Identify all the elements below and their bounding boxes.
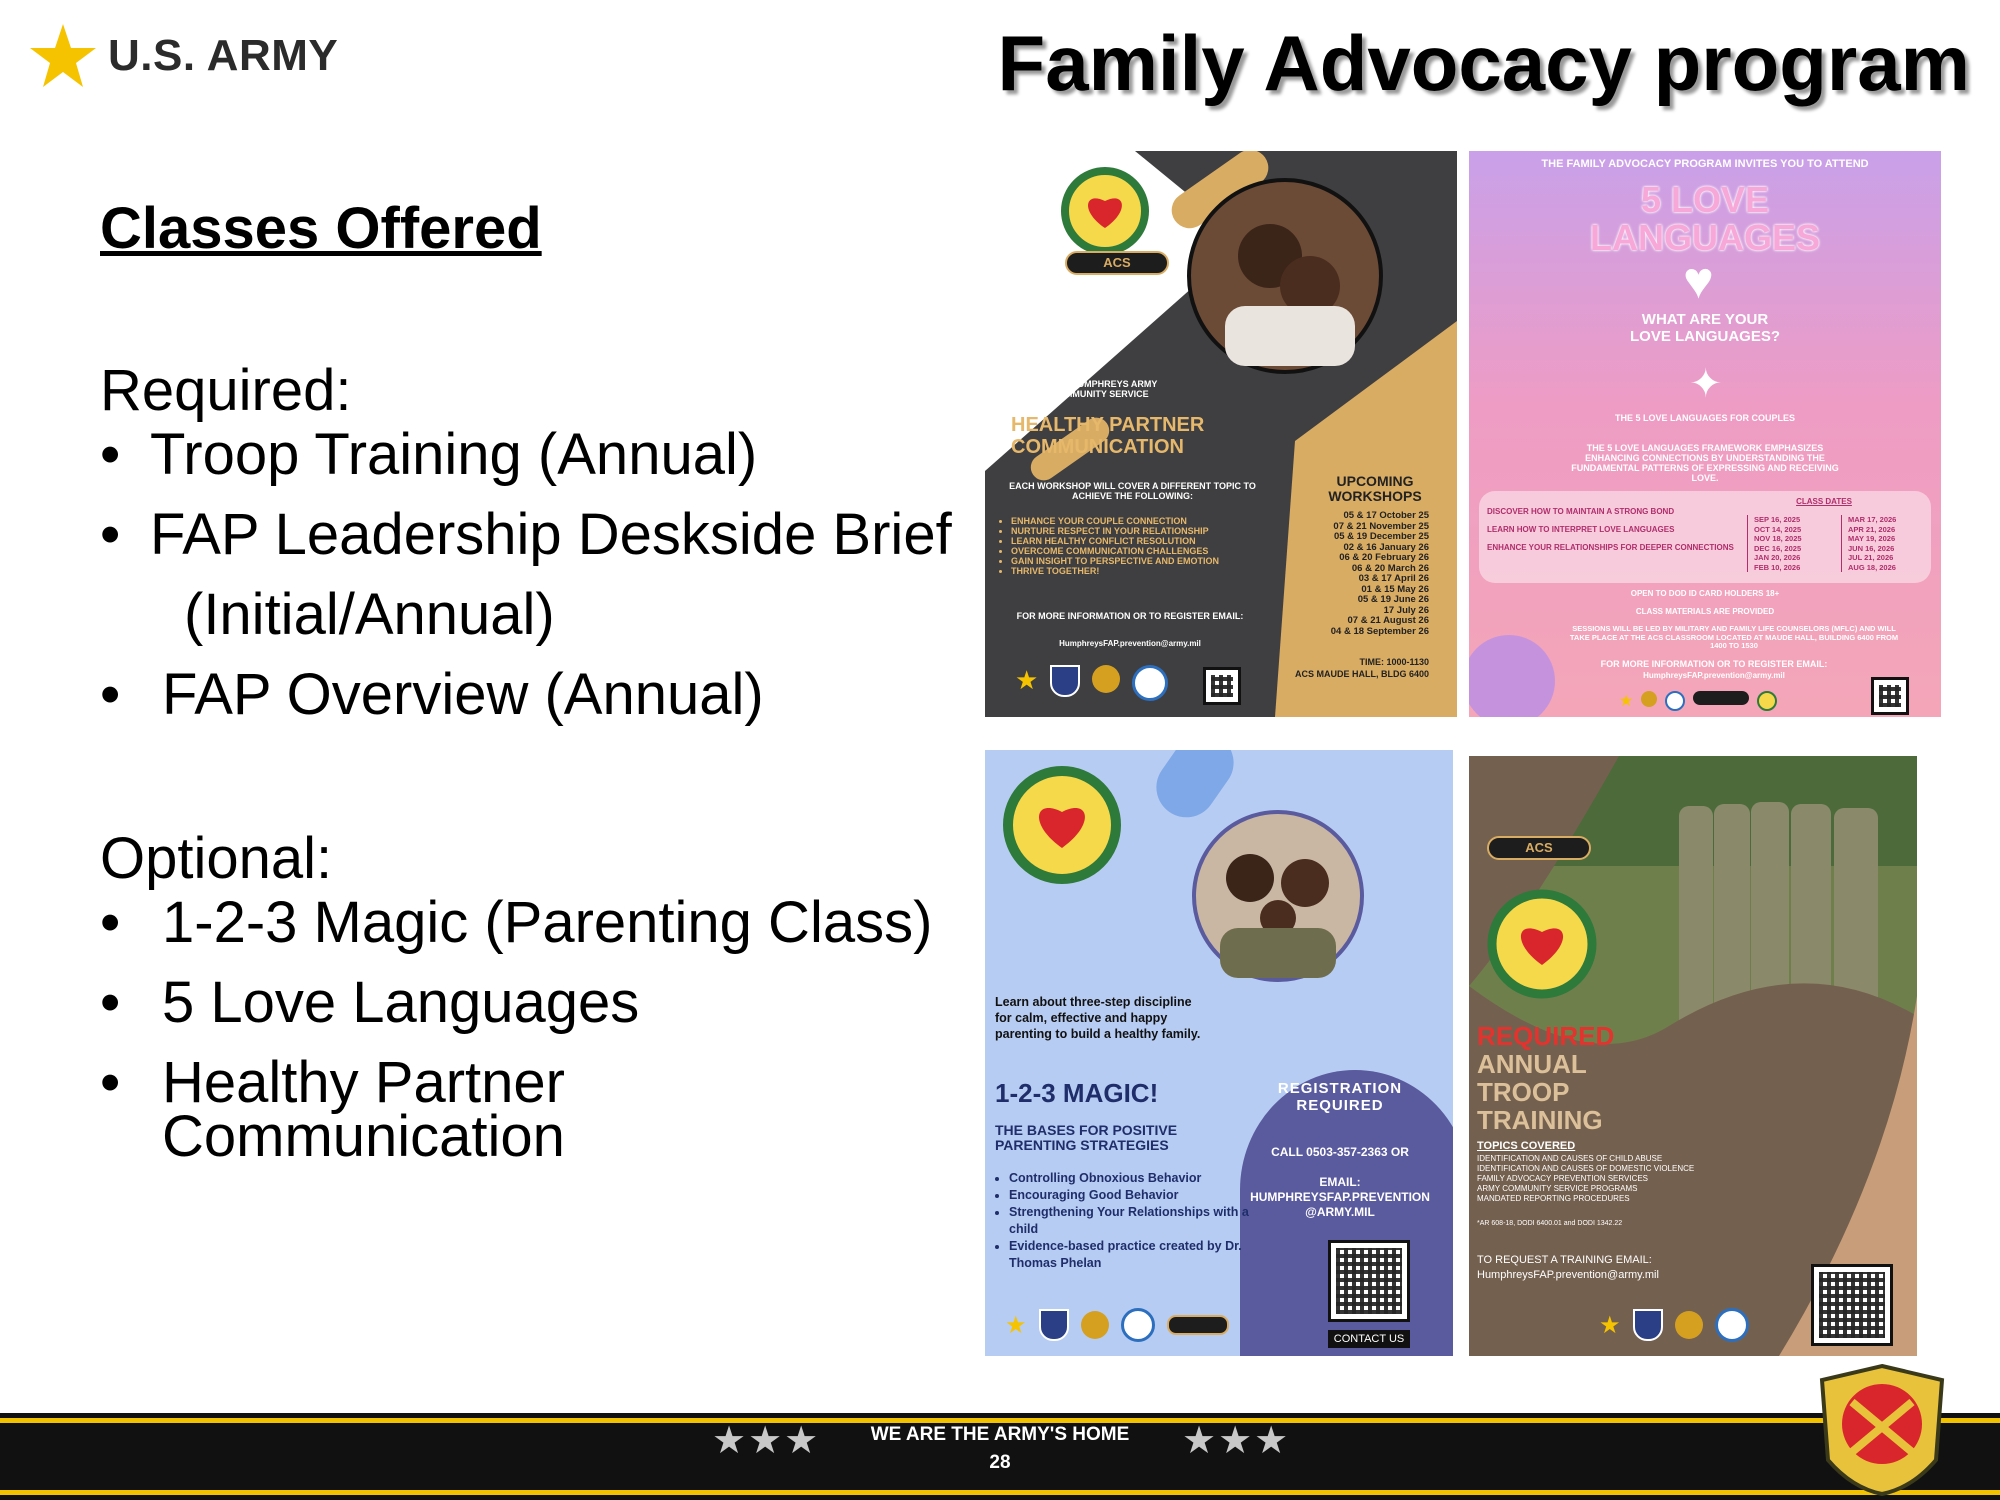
- poster-healthy-partner: [985, 151, 1457, 717]
- date-item: 05 & 19 June 26: [1357, 594, 1429, 605]
- crest-icon: [1092, 665, 1120, 693]
- poster1-subtitle: EACH WORKSHOP WILL COVER A DIFFERENT TOPIC TO ACHIEVE THE FOLLOWING:: [1009, 481, 1256, 501]
- poster-123-magic: [985, 750, 1453, 1356]
- qr-code-icon: [1203, 667, 1241, 705]
- poster3-intro: Learn about three-step discipline for calm, effective and happy parenting to build a healthy family.: [995, 995, 1201, 1041]
- poster2-description: THE 5 LOVE LANGUAGES FRAMEWORK EMPHASIZES ENHANCING CONNECTIONS BY UNDERSTANDING THE FUNDAMENTAL PATTERNS OF EXPRESSING AND RECEIVING LOVE.: [1571, 443, 1839, 483]
- date-item: 04 & 18 September 26: [1330, 625, 1429, 637]
- list-item-subline: (Initial/Annual): [184, 582, 555, 647]
- list-item: • Healthy Partner Communication: [100, 1056, 980, 1164]
- list-item: • THRIVE TOGETHER!: [1011, 566, 1301, 576]
- star-icon: ★: [1599, 1311, 1621, 1339]
- acs-badge: [1167, 1315, 1229, 1335]
- poster2-title2: LANGUAGES: [1589, 217, 1820, 258]
- poster4-logo-row: [1599, 1308, 1749, 1342]
- star-icon: ★: [1005, 1311, 1027, 1339]
- poster4-email: HumphreysFAP.prevention@army.mil: [1477, 1269, 1659, 1281]
- poster1-location: ACS MAUDE HALL, BLDG 6400: [1294, 669, 1429, 679]
- date-item: 03 & 17 April 26: [1358, 573, 1429, 584]
- optional-list: [100, 890, 980, 1169]
- poster2-logo-row: [1619, 691, 1777, 711]
- list-item: ARMY COMMUNITY SERVICE PROGRAMS: [1477, 1184, 1638, 1193]
- crest-icon: [1081, 1311, 1109, 1339]
- date-item: 05 & 19 December 25: [1333, 531, 1429, 542]
- shield-icon: [1039, 1309, 1069, 1341]
- shield-icon: [1050, 665, 1080, 697]
- poster1-upcoming: UPCOMING WORKSHOPS: [1328, 473, 1422, 504]
- poster2-class-dates-label: CLASS DATES: [1796, 497, 1852, 506]
- qr-code-icon: [1811, 1264, 1893, 1346]
- list-item: ENHANCE YOUR RELATIONSHIPS FOR DEEPER CONNECTIONS: [1487, 543, 1734, 552]
- classes-panel: [100, 195, 980, 1190]
- date-item: 07 & 21 August 26: [1347, 615, 1429, 626]
- us-army-logo: [28, 22, 338, 90]
- list-item: • Strengthening Your Relationships with a child: [1009, 1204, 1264, 1238]
- star-icon: ★: [1015, 665, 1039, 695]
- fap-logo-icon: [1060, 166, 1150, 256]
- mwr-icon: [1121, 1308, 1155, 1342]
- date-item: 06 & 20 February 26: [1339, 552, 1429, 563]
- poster2-title1: 5 LOVE: [1640, 179, 1770, 220]
- poster-troop-training: [1469, 756, 1917, 1356]
- dots-decoration: [1469, 621, 1579, 717]
- poster4-topics-label: TOPICS COVERED: [1477, 1140, 1576, 1152]
- poster3-bullets: [985, 1170, 1264, 1272]
- poster-love-languages: [1469, 151, 1941, 717]
- poster2-top: THE FAMILY ADVOCACY PROGRAM INVITES YOU TO ATTEND: [1541, 158, 1869, 170]
- poster3-email-label: EMAIL:: [1319, 1175, 1361, 1189]
- required-label: Required:: [100, 358, 352, 423]
- page-number: 28: [989, 1452, 1011, 1473]
- mwr-icon: [1132, 665, 1168, 701]
- fap-logo-icon: [1003, 766, 1121, 884]
- poster4-title-rest: ANNUAL TROOP TRAINING: [1477, 1049, 1603, 1135]
- acs-badge: ACS: [1487, 836, 1591, 860]
- poster3-title: 1-2-3 MAGIC!: [995, 1078, 1159, 1108]
- poster1-info: FOR MORE INFORMATION OR TO REGISTER EMAIL:: [1016, 611, 1244, 621]
- optional-label: Optional:: [100, 826, 333, 891]
- list-item: IDENTIFICATION AND CAUSES OF DOMESTIC VIOLENCE: [1477, 1164, 1695, 1173]
- logo-text: U.S. ARMY: [108, 31, 339, 80]
- star-icon: ★: [1619, 693, 1634, 710]
- poster2-question: WHAT ARE YOUR LOVE LANGUAGES?: [1629, 311, 1780, 345]
- poster1-bullets: [985, 516, 1301, 576]
- poster2-open-to: OPEN TO DOD ID CARD HOLDERS 18+: [1630, 589, 1780, 598]
- sparkle-icon: ✦: [1689, 362, 1723, 406]
- footer-stars-right: ★★★: [1182, 1420, 1291, 1462]
- poster4-reference: *AR 608-18, DODI 6400.01 and DODI 1342.22: [1477, 1220, 1623, 1227]
- list-item: • NURTURE RESPECT IN YOUR RELATIONSHIP: [1011, 526, 1301, 536]
- mwr-icon: [1665, 691, 1685, 711]
- fap-logo-icon: [1757, 691, 1777, 711]
- poster2-materials: CLASS MATERIALS ARE PROVIDED: [1635, 607, 1775, 616]
- star-icon: [28, 22, 98, 90]
- list-item: LEARN HOW TO INTERPRET LOVE LANGUAGES: [1487, 525, 1675, 534]
- poster4-topics: [1477, 1154, 1767, 1204]
- shield-icon: [1633, 1309, 1663, 1341]
- list-item: • Troop Training (Annual): [100, 428, 980, 482]
- required-list: [100, 422, 980, 727]
- footer-motto: WE ARE THE ARMY'S HOME: [870, 1424, 1130, 1445]
- poster3-logo-row: [1005, 1308, 1229, 1342]
- date-item: 06 & 20 March 26: [1351, 562, 1429, 574]
- list-item: • ENHANCE YOUR COUPLE CONNECTION: [1011, 516, 1301, 526]
- couple-photo: [1185, 176, 1385, 376]
- list-item: • FAP Leadership Deskside Brief (Initial/Annual): [100, 508, 980, 642]
- poster3-contact-button: CONTACT US: [1328, 1330, 1410, 1348]
- poster1-title: HEALTHY PARTNER COMMUNICATION: [1011, 414, 1205, 458]
- crest-icon: [1641, 691, 1657, 707]
- poster3-subtitle: THE BASES FOR POSITIVE PARENTING STRATEGIES: [995, 1122, 1178, 1153]
- list-item: • LEARN HEALTHY CONFLICT RESOLUTION: [1011, 536, 1301, 546]
- footer-stars-left: ★★★: [712, 1420, 821, 1462]
- poster2-for-couples: THE 5 LOVE LANGUAGES FOR COUPLES: [1614, 413, 1796, 423]
- poster3-call: CALL 0503-357-2363 OR: [1271, 1145, 1409, 1159]
- unit-crest-icon: [1812, 1362, 1952, 1498]
- poster2-points: [1487, 507, 1737, 553]
- heart-icon: ♥: [1683, 252, 1714, 310]
- crest-icon: [1675, 1311, 1703, 1339]
- poster1-dates: [1285, 511, 1429, 637]
- poster4-request: TO REQUEST A TRAINING EMAIL:: [1477, 1254, 1652, 1266]
- date-item: 01 & 15 May 26: [1361, 583, 1429, 595]
- poster4-title-required: REQUIRED: [1477, 1021, 1615, 1051]
- list-item: • 5 Love Languages: [100, 976, 980, 1030]
- list-item: • FAP Overview (Annual): [100, 668, 980, 722]
- poster1-org: USAG HUMPHREYS ARMY COMMUNITY SERVICE: [1042, 379, 1158, 399]
- date-item: 17 July 26: [1383, 604, 1429, 616]
- date-item: 07 & 21 November 25: [1333, 520, 1429, 532]
- poster2-sessions: SESSIONS WILL BE LED BY MILITARY AND FAMILY LIFE COUNSELORS (MFLC) AND WILL TAKE PLACE AT THE ACS CLASSROOM LOCATED AT MAUDE HALL, BUILDING 6400 FROM 1400 TO 1530: [1569, 624, 1899, 650]
- poster1-time: TIME: 1000-1130: [1359, 657, 1429, 667]
- list-item: MANDATED REPORTING PROCEDURES: [1477, 1194, 1630, 1203]
- list-item: • Controlling Obnoxious Behavior: [1009, 1170, 1264, 1187]
- poster3-registration: REGISTRATION REQUIRED: [1277, 1080, 1403, 1114]
- fap-logo-icon: [1487, 889, 1597, 999]
- mwr-icon: [1715, 1308, 1749, 1342]
- qr-code-icon: [1328, 1240, 1410, 1322]
- list-item: • Encouraging Good Behavior: [1009, 1187, 1264, 1204]
- family-photo: [1190, 808, 1366, 984]
- acs-badge: ACS: [1065, 251, 1169, 275]
- list-item: IDENTIFICATION AND CAUSES OF CHILD ABUSE: [1477, 1154, 1663, 1163]
- qr-code-icon: [1871, 677, 1909, 715]
- poster2-dates-col1: SEP 16, 2025 OCT 14, 2025 NOV 18, 2025 DEC 16, 2025 JAN 20, 2026 FEB 10, 2026: [1747, 515, 1802, 572]
- poster3-email: HUMPHREYSFAP.PREVENTION @ARMY.MIL: [1250, 1190, 1430, 1219]
- list-item: • Evidence-based practice created by Dr. Thomas Phelan: [1009, 1238, 1264, 1272]
- poster2-dates-col2: MAR 17, 2026 APR 21, 2026 MAY 19, 2026 JUN 16, 2026 JUL 21, 2026 AUG 18, 2026: [1841, 515, 1896, 572]
- classes-heading: Classes Offered: [100, 196, 542, 261]
- poster1-email: HumphreysFAP.prevention@army.mil: [1059, 639, 1201, 648]
- poster1-logo-row: [1015, 665, 1168, 701]
- acs-badge: [1693, 691, 1749, 705]
- list-item: • GAIN INSIGHT TO PERSPECTIVE AND EMOTION: [1011, 556, 1301, 566]
- list-item: • OVERCOME COMMUNICATION CHALLENGES: [1011, 546, 1301, 556]
- date-item: 05 & 17 October 25: [1343, 510, 1429, 521]
- date-item: 02 & 16 January 26: [1343, 541, 1429, 553]
- list-item: DISCOVER HOW TO MAINTAIN A STRONG BOND: [1487, 507, 1675, 516]
- poster2-register: FOR MORE INFORMATION OR TO REGISTER EMAIL:: [1600, 659, 1828, 669]
- list-item: FAMILY ADVOCACY PREVENTION SERVICES: [1477, 1174, 1649, 1183]
- poster2-email: HumphreysFAP.prevention@army.mil: [1643, 671, 1785, 680]
- list-item: • 1-2-3 Magic (Parenting Class): [100, 896, 980, 950]
- page-title: Family Advocacy program: [997, 19, 1970, 107]
